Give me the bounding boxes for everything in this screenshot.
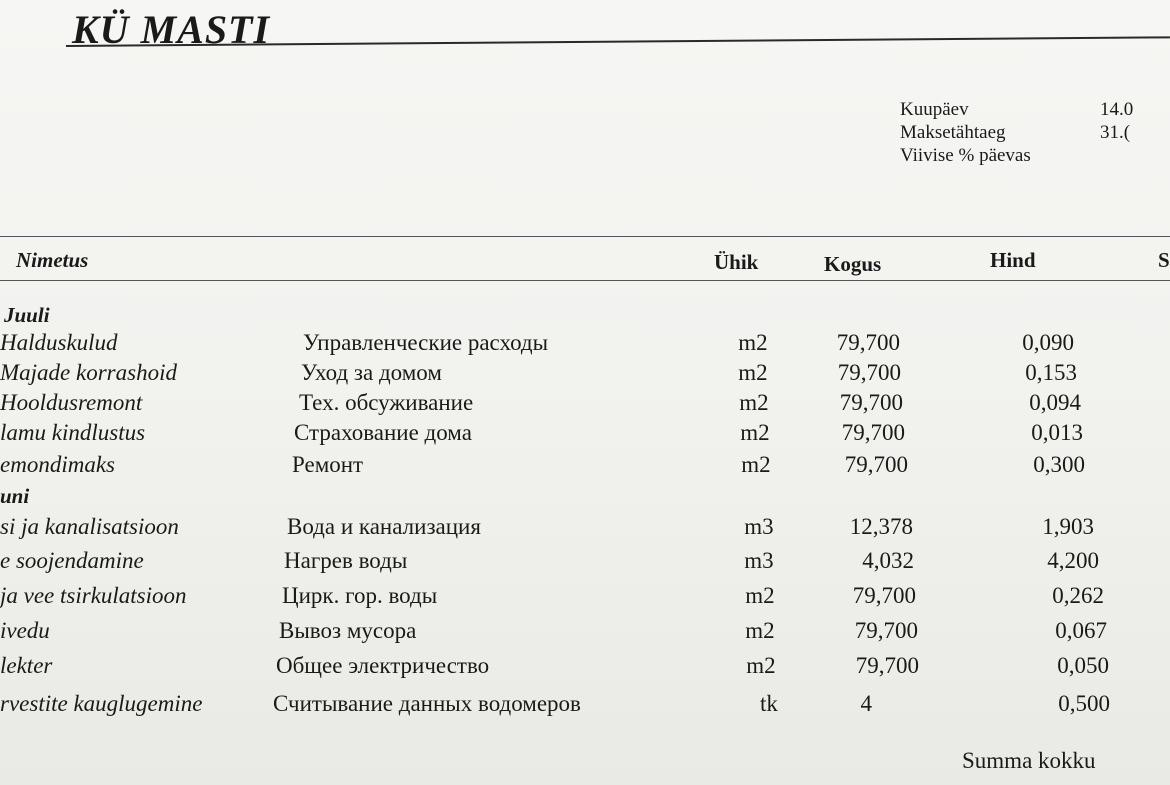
item-price: 0,013 [1031,420,1083,445]
item-quantity: 79,700 [839,390,903,415]
item-name-et: Halduskulud [0,330,118,355]
item-quantity: 79,700 [836,330,900,355]
item-name-et: rvestite kauglugemine [0,691,203,716]
item-quantity: 79,700 [852,583,916,608]
item-unit: m2 [745,618,775,643]
item-name-ru: Тех. обсуживание [299,390,474,415]
table-row [0,653,1170,683]
item-quantity: 4 [860,691,872,716]
item-unit: m2 [738,360,768,385]
item-name-ru: Вода и канализация [287,514,481,539]
item-name-ru: Считывание данных водомеров [273,691,581,716]
item-price: 0,090 [1022,330,1074,355]
item-name-et: emondimaks [0,452,115,477]
item-unit: m3 [744,548,774,573]
meta-value: 14.0 [1100,99,1134,120]
table-row [0,360,1170,390]
meta-row-penalty-rate [900,144,1031,167]
item-name-et: lekter [0,653,53,678]
total-label: Summa kokku [962,748,1096,773]
item-name-ru: Цирк. гор. воды [282,583,438,608]
item-unit: m2 [746,653,776,678]
table-row [0,618,1170,648]
item-unit: tk [760,691,778,716]
item-price: 0,300 [1033,452,1085,477]
item-price: 0,050 [1057,653,1109,678]
item-unit: m2 [740,420,770,445]
item-quantity: 4,032 [862,548,914,573]
item-unit: m2 [739,390,769,415]
item-name-et: Hooldusremont [0,390,143,415]
item-name-et: Majade korrashoid [0,360,177,385]
item-unit: m2 [741,452,771,477]
item-quantity: 79,700 [841,420,905,445]
item-quantity: 79,700 [837,360,901,385]
table-row [0,691,1170,721]
meta-row-due-date [900,121,1131,144]
table-row [0,452,1170,482]
item-price: 0,094 [1029,390,1081,415]
item-name-et: si ja kanalisatsioon [0,514,179,539]
table-row [0,330,1170,360]
item-unit: m2 [738,330,768,355]
item-quantity: 79,700 [844,452,908,477]
item-quantity: 79,700 [854,618,918,643]
table-row [0,583,1170,613]
section-title: uni [0,484,30,508]
item-name-ru: Общее электричество [276,653,490,678]
item-name-et: lamu kindlustus [0,420,146,445]
column-header-sum: S [1158,248,1170,272]
item-price: 1,903 [1042,514,1094,539]
item-unit: m3 [744,514,774,539]
meta-label: Kuupäev [900,99,969,120]
table-row [0,420,1170,450]
item-name-ru: Страхование дома [294,420,472,445]
item-name-ru: Вывоз мусора [279,618,417,643]
item-quantity: 12,378 [849,514,913,539]
meta-row-date [900,98,1134,121]
item-quantity: 79,700 [855,653,919,678]
item-price: 0,500 [1058,691,1110,716]
column-header-price: Hind [990,248,1036,272]
column-header-quantity: Kogus [824,252,882,276]
section-title: Juuli [4,303,50,327]
item-price: 4,200 [1047,548,1099,573]
table-row [0,514,1170,544]
item-name-et: e soojendamine [0,548,144,573]
meta-label: Maksetähtaeg [900,122,1006,143]
table-row [0,390,1170,420]
item-price: 0,067 [1055,618,1107,643]
item-name-et: ivedu [0,618,50,643]
invoice-meta [900,98,1134,167]
item-name-ru: Нагрев воды [284,548,408,573]
item-name-ru: Управленческие расходы [303,330,549,355]
item-name-ru: Ремонт [292,452,364,477]
item-unit: m2 [745,583,775,608]
item-price: 0,262 [1052,583,1104,608]
meta-value: 31.( [1100,122,1131,143]
item-name-et: ja vee tsirkulatsioon [0,583,187,608]
table-row [0,548,1170,578]
column-header-name: Nimetus [16,248,89,272]
item-name-ru: Уход за домом [301,360,442,385]
meta-label: Viivise % päevas [900,145,1031,166]
table-header-top-rule [0,236,1170,237]
table-header-bottom-rule [0,280,1170,281]
company-title: KÜ MASTI [72,7,271,52]
column-header-unit: Ühik [714,250,759,274]
item-price: 0,153 [1025,360,1077,385]
